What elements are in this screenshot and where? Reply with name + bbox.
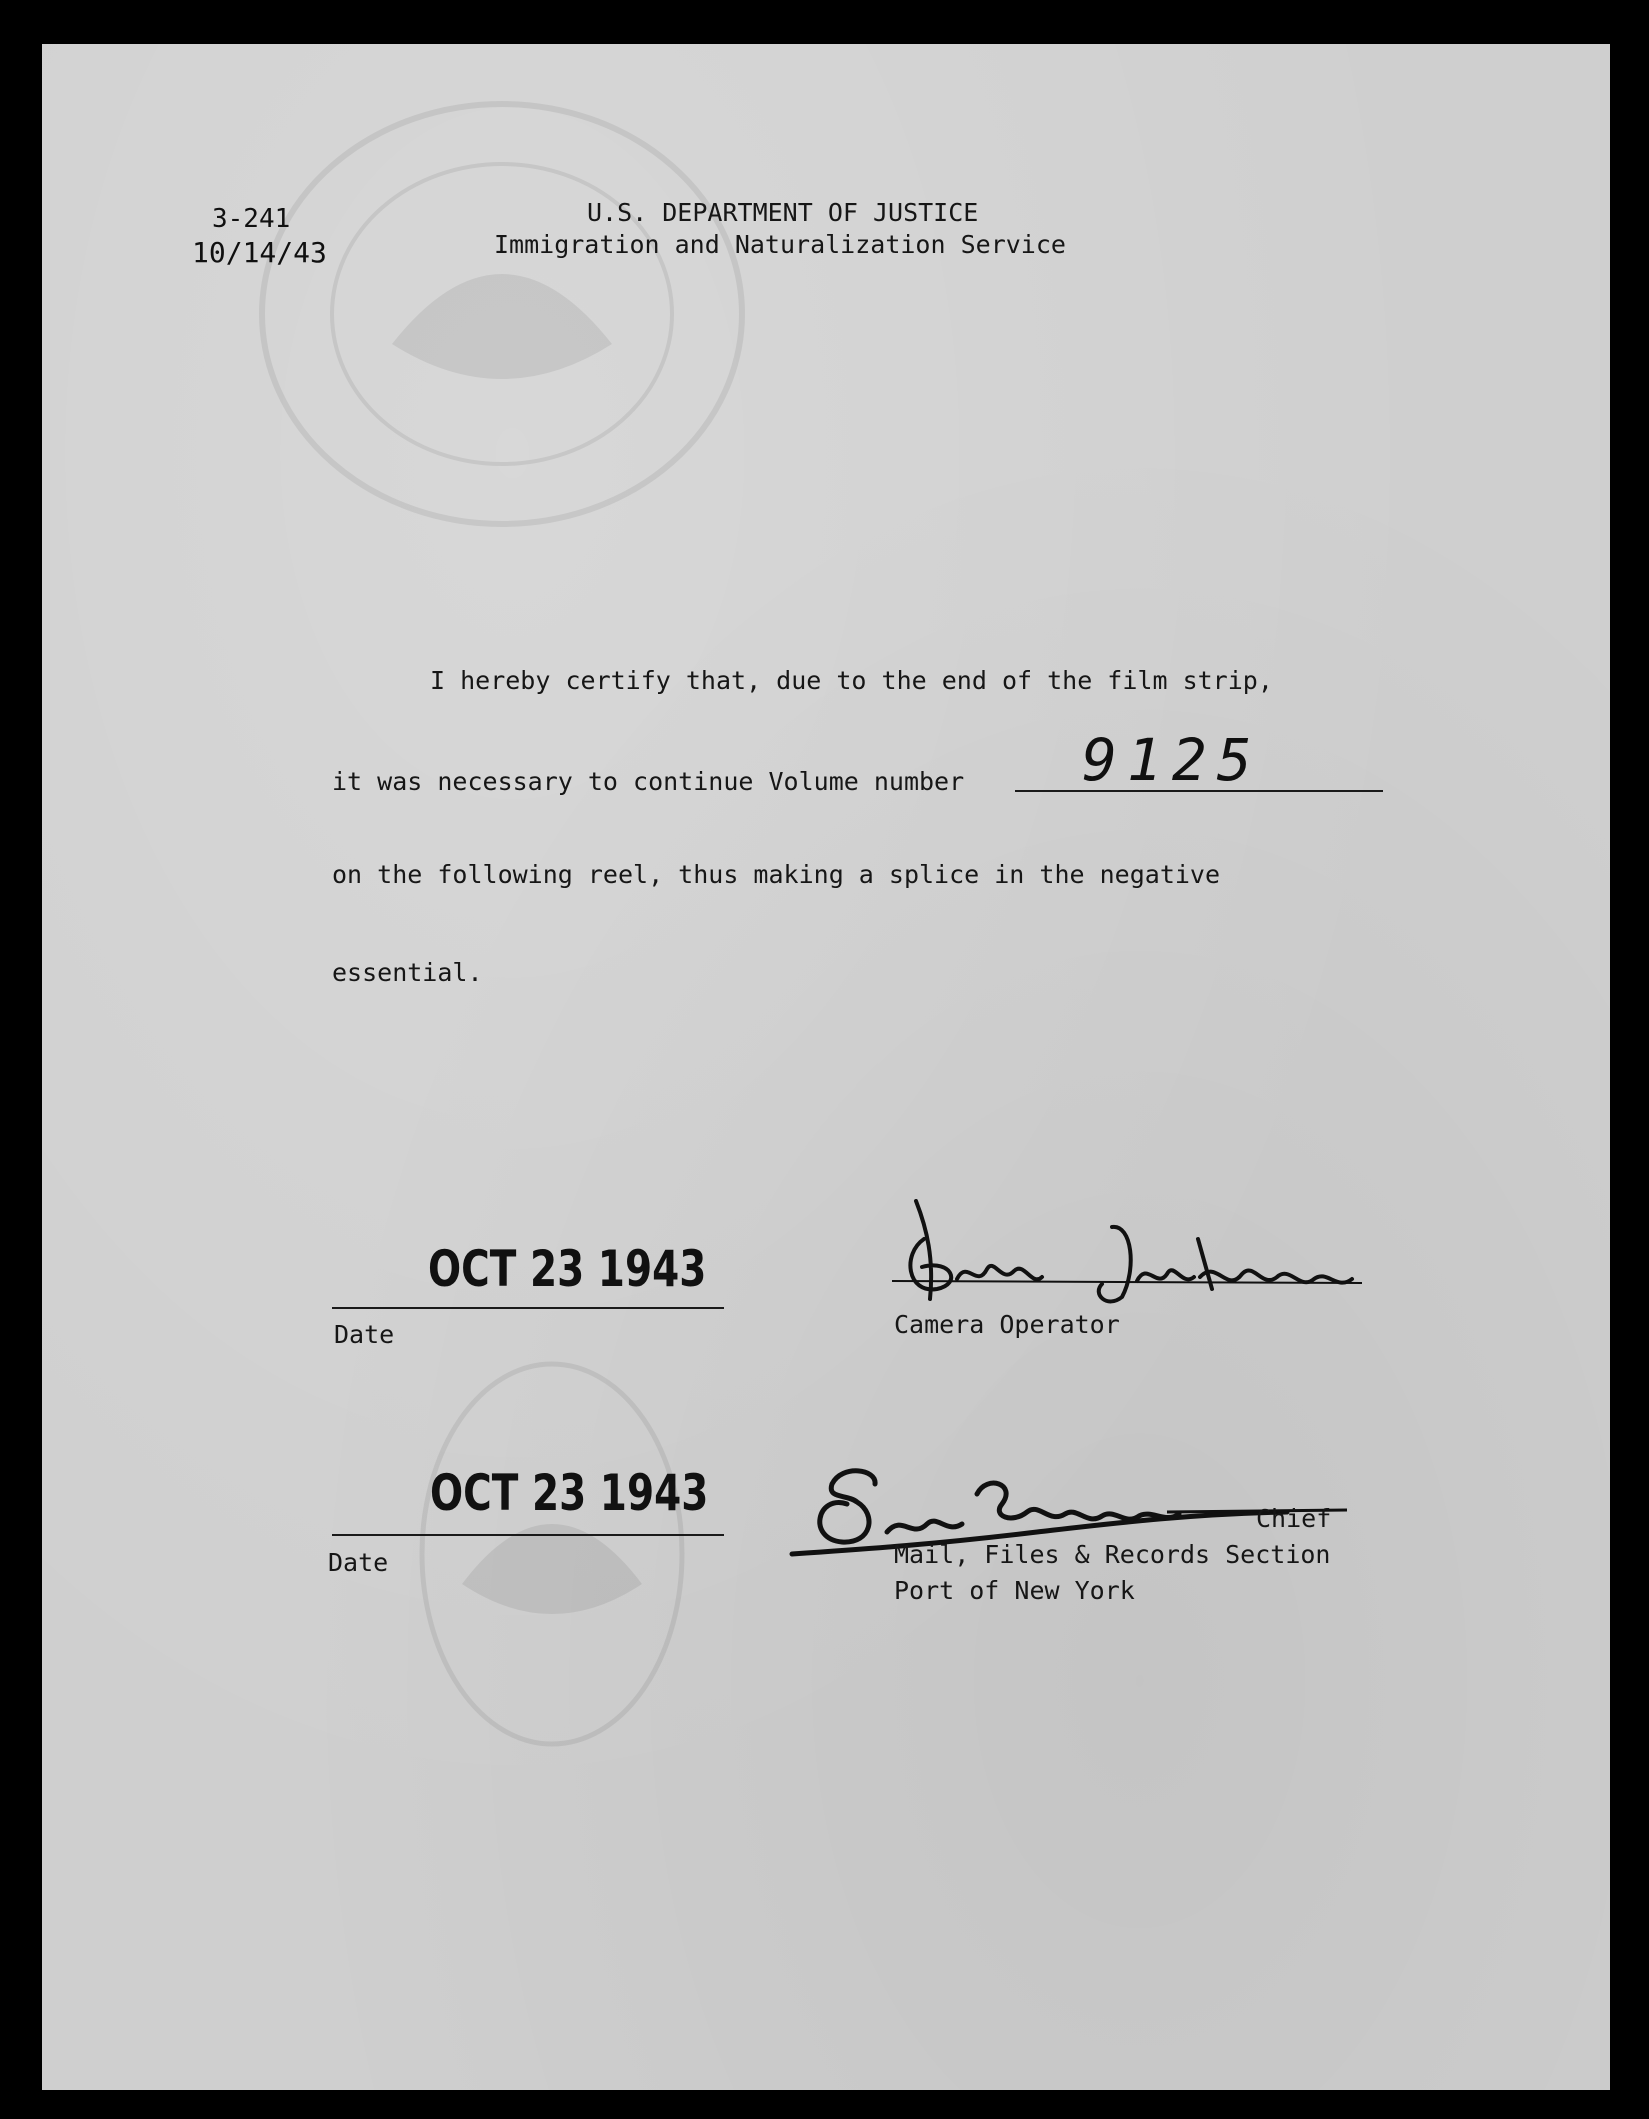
certification-line-4: essential. <box>332 958 483 987</box>
date-line-1 <box>332 1307 724 1309</box>
certification-line-3: on the following reel, thus making a splice in the negative <box>332 860 1221 889</box>
camera-operator-label: Camera Operator <box>894 1310 1120 1339</box>
office-line-1: Mail, Files & Records Section <box>894 1540 1331 1569</box>
camera-operator-signature <box>882 1199 1402 1309</box>
seal-watermark <box>242 84 762 544</box>
office-line-2: Port of New York <box>894 1576 1135 1605</box>
certification-line-2: it was necessary to continue Volume number <box>332 767 965 796</box>
certification-line-1: I hereby certify that, due to the end of the film strip, <box>430 666 1273 695</box>
header-service: Immigration and Naturalization Service <box>494 230 1066 259</box>
date-stamp-1: OCT 23 1943 <box>428 1240 707 1298</box>
header-department: U.S. DEPARTMENT OF JUSTICE <box>587 198 979 227</box>
form-number: 3-241 <box>212 204 291 234</box>
date-line-2 <box>332 1534 724 1536</box>
seal-watermark-lower <box>402 1344 702 1764</box>
chief-label: Chief <box>1256 1504 1332 1533</box>
date-stamp-2: OCT 23 1943 <box>430 1464 709 1522</box>
date-label-1: Date <box>334 1320 395 1349</box>
date-label-2: Date <box>328 1548 389 1577</box>
document-page <box>42 44 1610 2090</box>
form-date: 10/14/43 <box>192 236 327 269</box>
volume-number-handwritten: 9125 <box>1082 726 1262 794</box>
